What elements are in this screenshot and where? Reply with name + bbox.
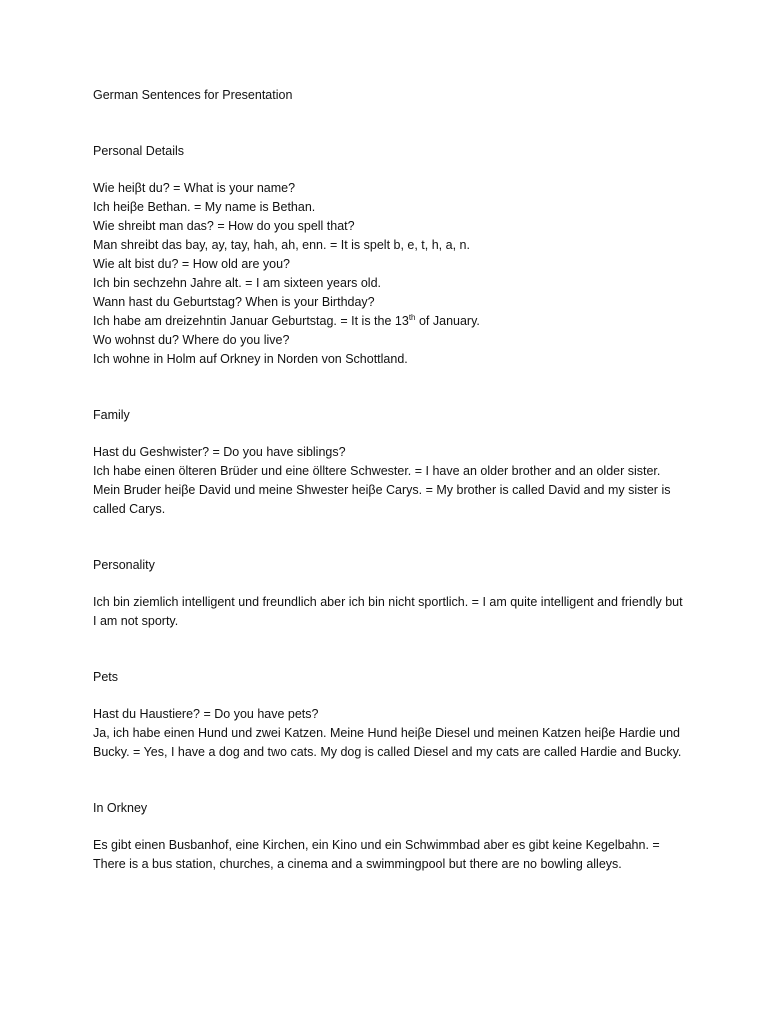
section-heading-in-orkney: In Orkney: [93, 801, 148, 815]
section-personality: [93, 593, 683, 631]
section-pets: [93, 705, 683, 762]
sentence-paragraph: Ich bin ziemlich intelligent und freundlich aber ich bin nicht sportlich. = I am quite intelligent and friendly but I am not sporty.: [93, 595, 683, 628]
sentence-line: Wo wohnst du? Where do you live?: [93, 333, 290, 347]
ordinal-superscript: th: [408, 312, 416, 322]
section-in-orkney: [93, 836, 683, 874]
section-heading-family: Family: [93, 408, 130, 422]
document-title: German Sentences for Presentation: [93, 88, 293, 102]
sentence-paragraph: Mein Bruder heiβe David und meine Shwester heiβe Carys. = My brother is called David and my sister is called Carys.: [93, 483, 671, 516]
sentence-line: Ich wohne in Holm auf Orkney in Norden von Schottland.: [93, 352, 408, 366]
document-body: [93, 86, 683, 911]
section-heading-pets: Pets: [93, 670, 119, 684]
sentence-line: Wie alt bist du? = How old are you?: [93, 257, 290, 271]
sentence-text: Ich habe am dreizehntin Januar Geburtstag. = It is the 13: [93, 314, 409, 328]
sentence-line: Man shreibt das bay, ay, tay, hah, ah, enn. = It is spelt b, e, t, h, a, n.: [93, 238, 470, 252]
sentence-paragraph: Ja, ich habe einen Hund und zwei Katzen. Meine Hund heiβe Diesel und meinen Katzen heiβe Hardie und Bucky. = Yes, I have a dog and two cats. My dog is called Diesel and my cats are called Hardie and Bucky.: [93, 726, 682, 759]
sentence-paragraph: Hast du Haustiere? = Do you have pets?: [93, 707, 319, 721]
section-heading-personality: Personality: [93, 558, 155, 572]
sentence-text: of January.: [415, 314, 480, 328]
sentence-line: Wann hast du Geburtstag? When is your Birthday?: [93, 295, 375, 309]
section-personal-details: [93, 179, 683, 369]
section-heading-personal-details: Personal Details: [93, 144, 185, 158]
sentence-paragraph: Es gibt einen Busbanhof, eine Kirchen, ein Kino und ein Schwimmbad aber es gibt keine Kegelbahn. = There is a bus station, churches, a cinema and a swimmingpool but there are no bowling alleys.: [93, 838, 660, 871]
sentence-line: Ich heiβe Bethan. = My name is Bethan.: [93, 200, 316, 214]
sentence-paragraph: Ich habe einen ӧlteren Brüder und eine ӧlltere Schwester. = I have an older brother and an older sister.: [93, 464, 661, 478]
sentence-paragraph: Hast du Geshwister? = Do you have siblings?: [93, 445, 346, 459]
sentence-line: Wie shreibt man das? = How do you spell that?: [93, 219, 355, 233]
sentence-line: Wie heiβt du? = What is your name?: [93, 181, 296, 195]
sentence-line-birthday: [93, 312, 683, 331]
section-family: [93, 443, 683, 519]
sentence-line: Ich bin sechzehn Jahre alt. = I am sixteen years old.: [93, 276, 382, 290]
